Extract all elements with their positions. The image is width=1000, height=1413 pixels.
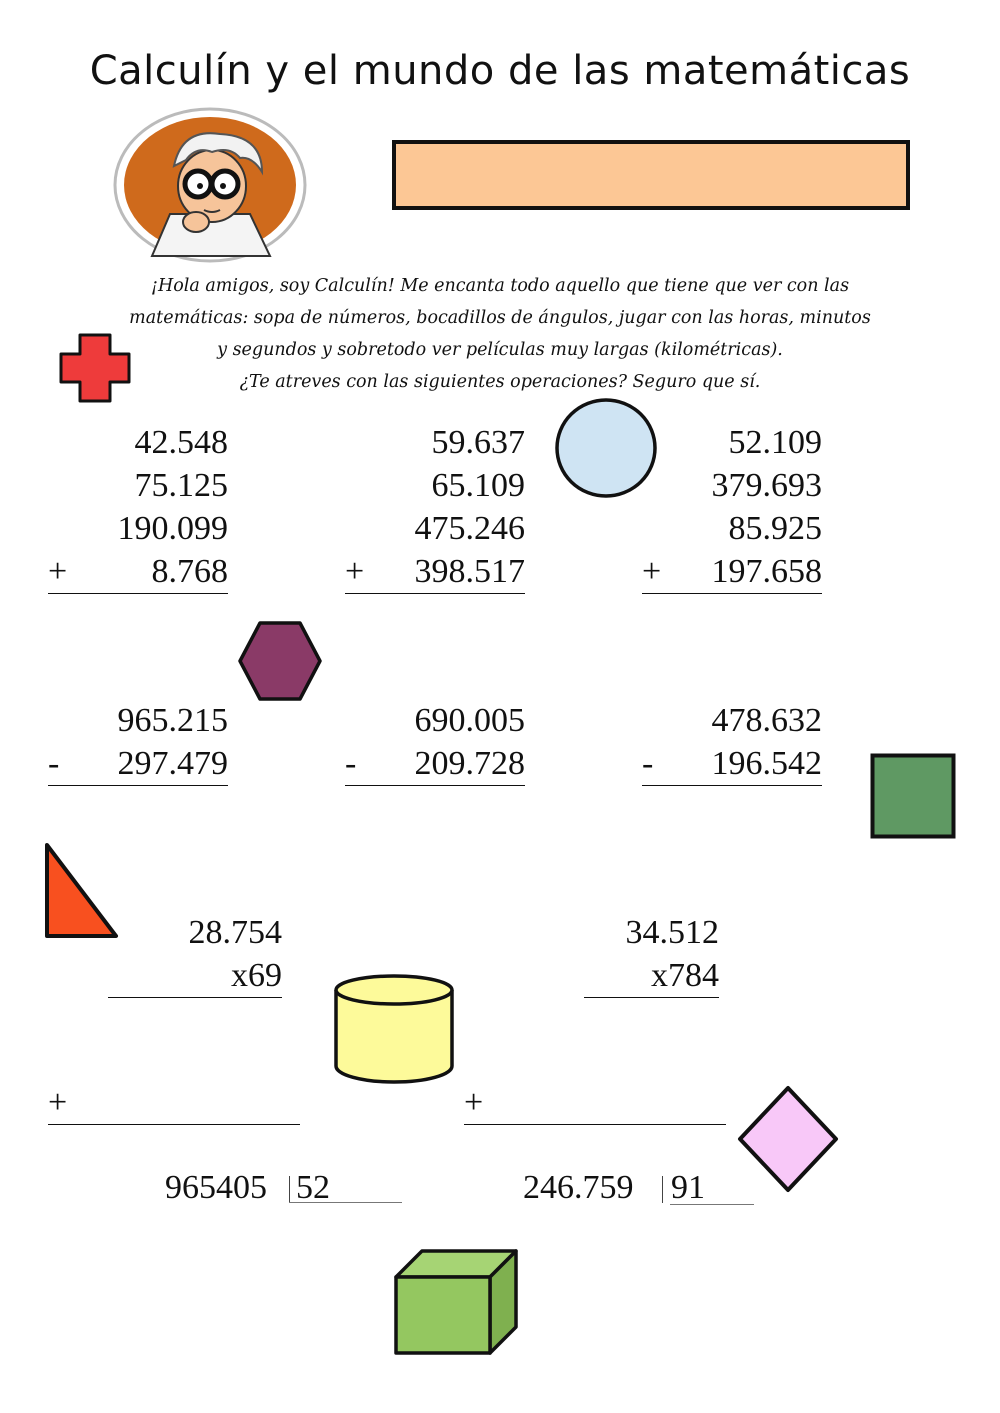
addition-problem-2: [345, 422, 525, 594]
addend: 475.246: [414, 510, 525, 547]
addend: 42.548: [134, 424, 228, 461]
calculin-character-illustration: [112, 106, 308, 264]
division-problem-2: [523, 1167, 634, 1209]
addition-problem-3: [642, 422, 822, 594]
addend: 379.693: [711, 467, 822, 504]
division-line: [670, 1204, 754, 1205]
minuend: 690.005: [414, 702, 525, 739]
name-answer-box[interactable]: [392, 140, 910, 210]
intro-line: y segundos y sobretodo ver películas muy largas (kilométricas).: [217, 340, 783, 360]
multiplication-problem-1: [108, 912, 282, 998]
plus-sign: +: [464, 1084, 484, 1121]
division-bracket: [662, 1176, 663, 1203]
multiplication-problem-2: [584, 912, 719, 998]
green-cube-shape: [392, 1247, 520, 1357]
addend: 65.109: [431, 467, 525, 504]
subtraction-problem-1: [48, 700, 228, 786]
partial-sum-line-1: [48, 1082, 300, 1125]
subtraction-problem-3: [642, 700, 822, 786]
purple-hexagon-shape: [237, 620, 323, 702]
addend: 75.125: [134, 467, 228, 504]
multiplicand: 28.754: [188, 914, 282, 951]
pink-diamond-shape: [736, 1084, 840, 1194]
partial-sum-line-2: [464, 1082, 726, 1125]
dividend: 965405: [165, 1169, 267, 1206]
addend: 197.658: [711, 553, 822, 590]
multiplier: x784: [651, 957, 719, 994]
multiplier: x69: [231, 957, 282, 994]
addend: 85.925: [728, 510, 822, 547]
divisor-1: 52: [296, 1169, 330, 1206]
plus-sign: +: [345, 553, 365, 590]
subtraction-problem-2: [345, 700, 525, 786]
subtrahend: 196.542: [711, 745, 822, 782]
division-problem-1: [165, 1167, 267, 1209]
yellow-cylinder-shape: [332, 972, 456, 1088]
minus-sign: -: [345, 745, 357, 782]
addend: 8.768: [151, 553, 228, 590]
addition-problem-1: [48, 422, 228, 594]
minus-sign: -: [48, 745, 60, 782]
multiplicand: 34.512: [625, 914, 719, 951]
minus-sign: -: [642, 745, 654, 782]
intro-text: [40, 270, 960, 398]
addend: 52.109: [728, 424, 822, 461]
intro-line: ¿Te atreves con las siguientes operaciones? Seguro que sí.: [239, 372, 761, 392]
red-cross-shape: [58, 332, 132, 404]
minuend: 478.632: [711, 702, 822, 739]
subtrahend: 209.728: [414, 745, 525, 782]
plus-sign: +: [642, 553, 662, 590]
green-square-shape: [870, 753, 956, 839]
intro-line: matemáticas: sopa de números, bocadillos de ángulos, jugar con las horas, minutos: [129, 308, 871, 328]
addend: 59.637: [431, 424, 525, 461]
page-title: Calculín y el mundo de las matemáticas: [89, 48, 911, 94]
division-line: [289, 1202, 402, 1203]
plus-sign: +: [48, 553, 68, 590]
minuend: 965.215: [117, 702, 228, 739]
dividend: 246.759: [523, 1169, 634, 1206]
division-bracket: [289, 1176, 290, 1203]
addend: 190.099: [117, 510, 228, 547]
subtrahend: 297.479: [117, 745, 228, 782]
addend: 398.517: [414, 553, 525, 590]
divisor-2: 91: [671, 1169, 705, 1206]
intro-line: ¡Hola amigos, soy Calculín! Me encanta todo aquello que tiene que ver con las: [150, 276, 850, 296]
plus-sign: +: [48, 1084, 68, 1121]
